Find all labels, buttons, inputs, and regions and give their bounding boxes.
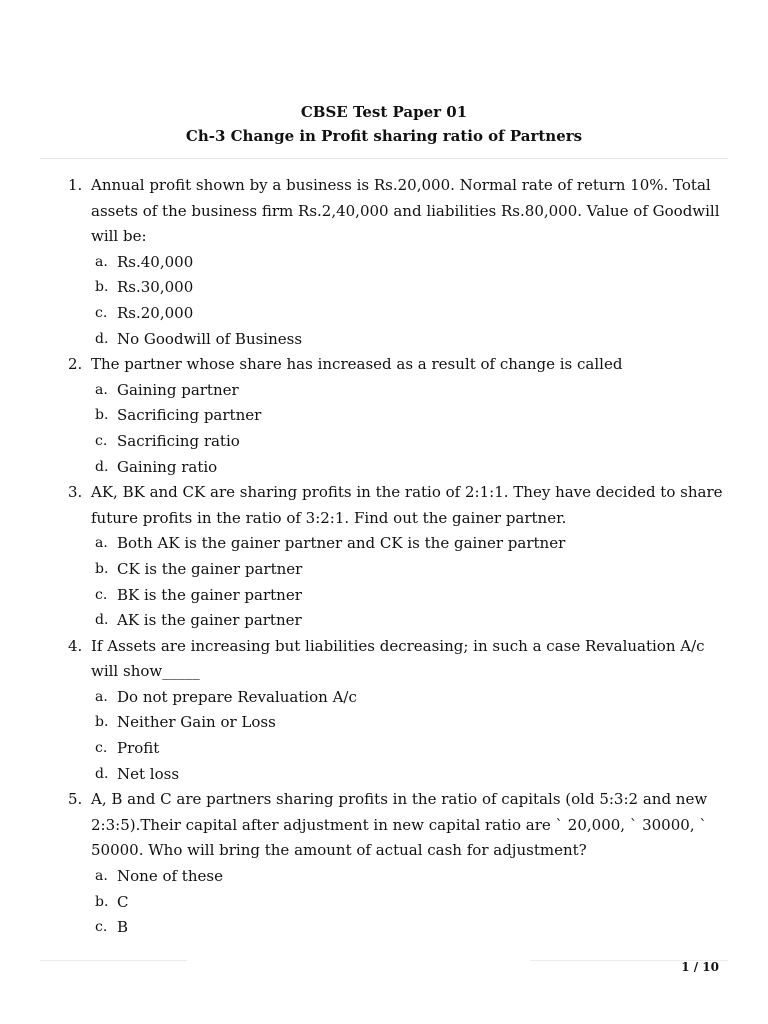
question-text: Annual profit shown by a business is Rs.20,000. Normal rate of return 10%. Total assets of the business firm Rs.2,40,000 and liabilities Rs.80,000. Value of Goodwill will be: <box>91 176 720 246</box>
option-item <box>91 403 728 429</box>
option-item <box>91 608 728 634</box>
footer-divider-left <box>40 960 187 961</box>
option-letter: c. <box>95 432 108 449</box>
option-letter: c. <box>95 304 108 321</box>
question-item <box>0 787 768 941</box>
option-letter: b. <box>95 560 109 577</box>
option-letter: d. <box>95 612 109 629</box>
question-text: If Assets are increasing but liabilities decreasing; in such a case Revaluation A/c will show_____ <box>91 636 705 681</box>
option-text: Sacrificing ratio <box>117 431 240 450</box>
question-text: A, B and C are partners sharing profits in the ratio of capitals (old 5:3:2 and new 2:3:5).Their capital after adjustment in new capital ratio are ` 20,000, ` 30000, ` 50000. Who will bring the amount of actual cash for adjustment? <box>91 790 708 860</box>
option-letter: c. <box>95 740 108 757</box>
option-text: Rs.30,000 <box>117 278 194 297</box>
question-number: 3. <box>68 483 83 502</box>
option-text: BK is the gainer partner <box>117 585 302 604</box>
option-item <box>91 890 728 916</box>
option-list <box>91 864 728 941</box>
option-text: AK is the gainer partner <box>117 611 302 630</box>
question-number: 5. <box>68 790 83 809</box>
option-letter: a. <box>95 253 108 270</box>
option-item <box>91 915 728 941</box>
option-letter: b. <box>95 279 109 296</box>
option-text: Rs.40,000 <box>117 252 194 271</box>
option-list <box>91 685 728 787</box>
option-item <box>91 275 728 301</box>
option-item <box>91 455 728 481</box>
option-letter: a. <box>95 381 108 398</box>
option-list <box>91 531 728 633</box>
option-letter: a. <box>95 535 108 552</box>
option-letter: a. <box>95 688 108 705</box>
question-text: The partner whose share has increased as a result of change is called <box>91 355 623 374</box>
option-item <box>91 685 728 711</box>
option-item <box>91 378 728 404</box>
option-text: Net loss <box>117 764 180 783</box>
question-text: AK, BK and CK are sharing profits in the ratio of 2:1:1. They have decided to share future profits in the ratio of 3:2:1. Find out the gainer partner. <box>91 483 723 527</box>
option-item <box>91 583 728 609</box>
option-text: Rs.20,000 <box>117 303 194 322</box>
option-item <box>91 301 728 327</box>
question-item <box>0 352 768 480</box>
option-letter: d. <box>95 458 109 475</box>
option-item <box>91 864 728 890</box>
option-item <box>91 531 728 557</box>
option-item <box>91 250 728 276</box>
option-letter: b. <box>95 893 109 910</box>
option-text: Both AK is the gainer partner and CK is the gainer partner <box>117 534 566 553</box>
question-item <box>0 173 768 352</box>
option-text: B <box>117 918 129 937</box>
option-text: No Goodwill of Business <box>117 329 303 348</box>
option-text: Gaining partner <box>117 380 239 399</box>
option-text: Gaining ratio <box>117 457 218 476</box>
page-number: 1 / 10 <box>681 960 719 974</box>
page-header <box>0 100 768 148</box>
option-letter: b. <box>95 714 109 731</box>
option-text: Sacrificing partner <box>117 406 262 425</box>
option-item <box>91 327 728 353</box>
question-number: 1. <box>68 176 83 194</box>
option-text: CK is the gainer partner <box>117 559 303 578</box>
question-item <box>0 634 768 788</box>
option-item <box>91 429 728 455</box>
option-item <box>91 762 728 788</box>
option-letter: c. <box>95 919 108 936</box>
option-item <box>91 736 728 762</box>
option-text: Neither Gain or Loss <box>117 713 276 732</box>
option-letter: b. <box>95 407 109 424</box>
question-number: 2. <box>68 355 83 374</box>
option-item <box>91 557 728 583</box>
option-text: None of these <box>117 867 223 886</box>
question-list <box>0 173 768 941</box>
page-title: CBSE Test Paper 01 <box>300 103 468 121</box>
question-item <box>0 480 768 634</box>
header-divider <box>40 158 728 159</box>
option-letter: d. <box>95 765 109 782</box>
option-list <box>91 378 728 480</box>
page-subtitle: Ch-3 Change in Profit sharing ratio of Partners <box>185 127 583 145</box>
option-letter: c. <box>95 586 108 603</box>
option-text: Profit <box>117 739 160 758</box>
option-letter: d. <box>95 330 109 347</box>
option-text: Do not prepare Revaluation A/c <box>117 687 357 706</box>
option-text: C <box>117 892 129 911</box>
option-list <box>91 250 728 352</box>
question-number: 4. <box>68 636 83 655</box>
option-item <box>91 710 728 736</box>
option-letter: a. <box>95 868 108 885</box>
